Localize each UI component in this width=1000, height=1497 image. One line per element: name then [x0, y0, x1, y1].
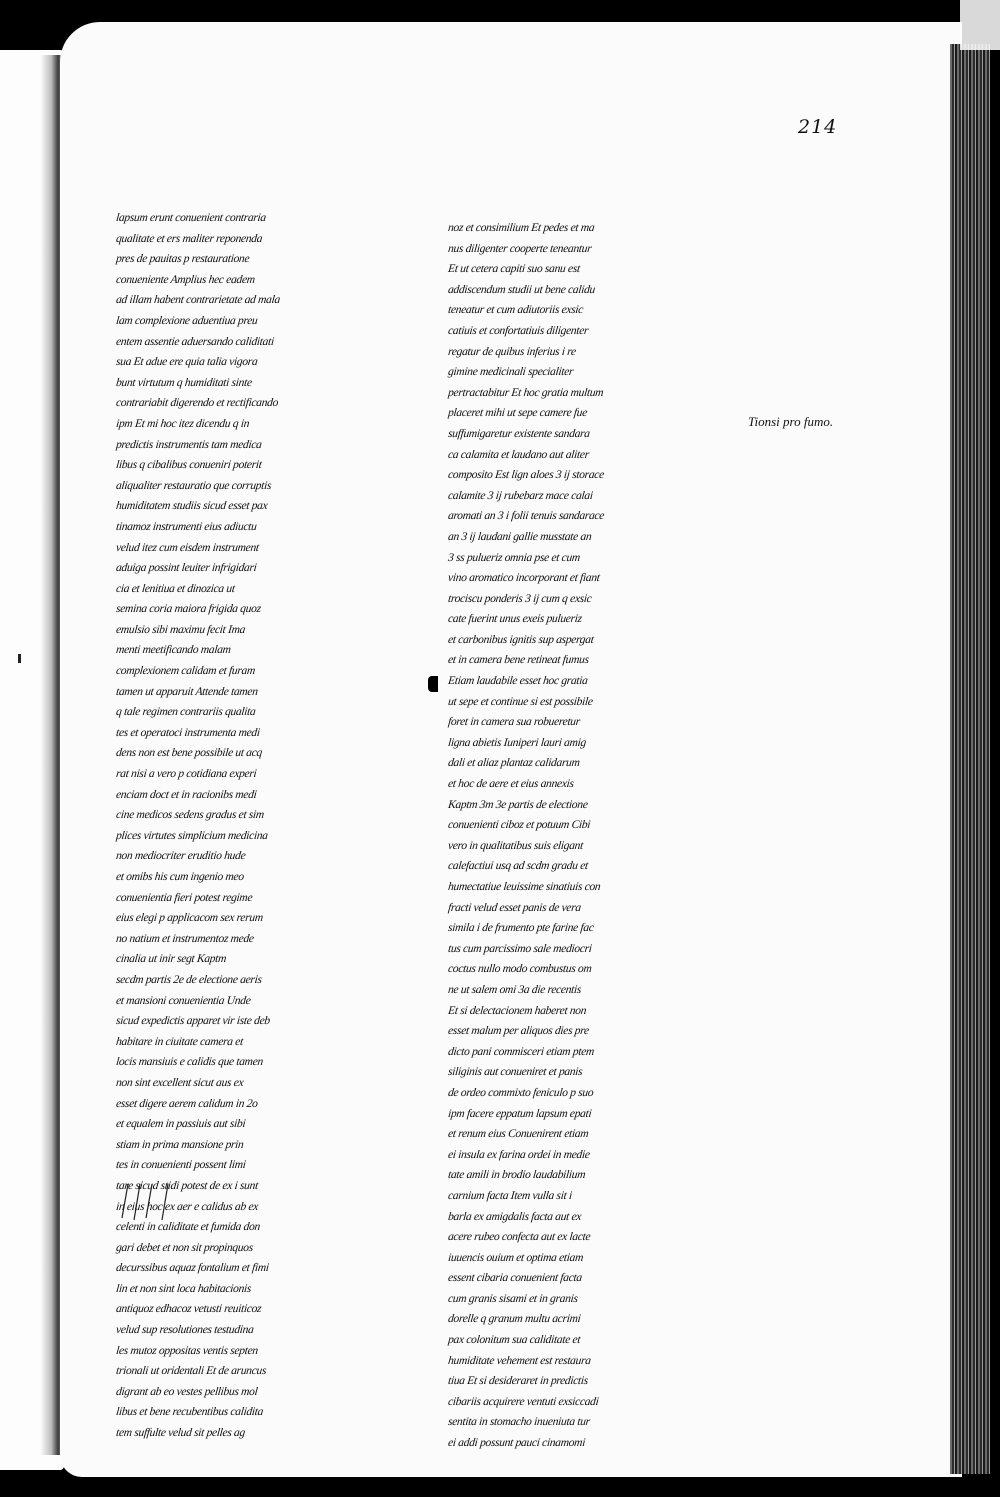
manuscript-line: sua Et adue ere quia talia vigora — [115, 355, 259, 369]
manuscript-line: non mediocriter eruditio hude — [115, 849, 247, 863]
manuscript-line: tes in conuenienti possent limi — [115, 1158, 247, 1172]
manuscript-line: aliqualiter restauratio que corruptis — [115, 478, 272, 492]
manuscript-line: 3 ss pulueriz omnia pse et cum — [447, 550, 581, 564]
manuscript-line: vino aromatico incorporant et fiant — [447, 571, 601, 585]
left-margin-mark — [18, 654, 21, 663]
manuscript-line: de ordeo commixto feniculo p suo — [447, 1085, 594, 1099]
manuscript-line: Kaptm 3m 3e partis de electione — [447, 797, 589, 811]
manuscript-line: tus cum parcissimo sale mediocri — [447, 941, 593, 955]
manuscript-line: an 3 ij laudani gallie musstate an — [447, 529, 593, 543]
manuscript-line: dorelle q granum multu acrimi — [447, 1312, 582, 1326]
manuscript-line: libus et bene recubentibus calidita — [115, 1405, 264, 1419]
manuscript-line: digrant ab eo vestes pellibus mol — [115, 1384, 259, 1398]
manuscript-line: les mutoz oppositas ventis septen — [115, 1343, 259, 1357]
manuscript-line: Et si delectacionem haberet non — [447, 1003, 587, 1017]
manuscript-line: velud sup resolutiones testudina — [115, 1323, 255, 1337]
manuscript-line: et carbonibus ignitis sup aspergat — [447, 632, 595, 646]
manuscript-line: regatur de quibus inferius i re — [447, 344, 577, 358]
manuscript-line: composito Est lign aloes 3 ij storace — [447, 468, 605, 482]
text-column-left — [116, 208, 352, 1444]
manuscript-line: vero in qualitatibus suis eligant — [447, 838, 584, 852]
manuscript-line: calamite 3 ij rubebarz mace calai — [447, 488, 594, 502]
manuscript-line: cum granis sisami et in granis — [447, 1291, 579, 1305]
manuscript-line: coctus nullo modo combustus om — [447, 962, 593, 976]
manuscript-line: humectatiue leuissime sinatiuis con — [447, 880, 602, 893]
manuscript-line: trociscu ponderis 3 ij cum q exsic — [447, 591, 593, 605]
manuscript-line: lapsum erunt conuenient contraria — [115, 211, 267, 224]
manuscript-line: et renum eius Conuenirent etiam — [447, 1127, 590, 1141]
manuscript-line: tem suffulte velud sit pelles ag — [115, 1426, 246, 1440]
manuscript-line: tare sicud stidi potest de ex i sunt — [115, 1178, 259, 1192]
manuscript-line: pres de pauitas p restauratione — [115, 252, 250, 266]
manuscript-line: enciam doct et in racionibs medi — [115, 787, 258, 801]
manuscript-line: plices virtutes simplicium medicina — [115, 828, 269, 842]
manuscript-line: q tale regimen contrariis qualita — [115, 705, 257, 719]
manuscript-line: addiscendum studii ut bene calidu — [447, 282, 596, 296]
manuscript-line: ad illam habent contrarietate ad mala — [115, 293, 281, 307]
manuscript-line: locis mansiuis e calidis que tamen — [115, 1055, 264, 1069]
manuscript-line: tinamoz instrumenti eius adiuctu — [115, 519, 258, 533]
manuscript-line: antiquoz edhacoz vetusti reuiticoz — [115, 1302, 262, 1316]
manuscript-line: iuuencis ouium et optima etiam — [447, 1250, 584, 1264]
manuscript-line: non sint excellent sicut aus ex — [115, 1075, 245, 1089]
manuscript-line: sicud expedictis apparet vir iste deb — [115, 1014, 271, 1028]
manuscript-line: teneatur et cum adiutoriis exsic — [447, 303, 584, 317]
manuscript-line: foret in camera sua robueretur — [447, 715, 581, 729]
manuscript-line: predictis instrumentis tam medica — [115, 437, 263, 451]
manuscript-line: ipm facere eppatum lapsum epati — [447, 1106, 593, 1120]
manuscript-line: lam complexione aduentiua preu — [115, 313, 259, 327]
manuscript-line: tiua Et si desideraret in predictis — [447, 1374, 589, 1388]
manuscript-line: aduiga possint leuiter infrigidari — [115, 561, 258, 575]
manuscript-line: nus diligenter cooperte teneantur — [447, 241, 593, 255]
manuscript-line: siliginis aut conueniret et panis — [447, 1065, 584, 1079]
manuscript-line: calefactiui usq ad scdm gradu et — [447, 859, 589, 873]
manuscript-line: essent cibaria conuenient facta — [447, 1271, 583, 1285]
manuscript-line: bunt virtutum q humiditati sinte — [115, 375, 253, 389]
manuscript-line: in eius hoc ex aer e calidus ab ex — [115, 1199, 259, 1213]
manuscript-line: tamen ut apparuit Attende tamen — [115, 684, 259, 698]
manuscript-line: cibariis acquirere ventuti exsiccadi — [447, 1394, 600, 1408]
manuscript-line: dali et aliaz plantaz calidarum — [447, 756, 581, 770]
manuscript-line: catiuis et confortatiuis diligenter — [447, 323, 589, 337]
manuscript-line: rat nisi a vero p cotidiana experi — [115, 767, 258, 781]
manuscript-line: dens non est bene possibile ut acq — [115, 746, 263, 760]
manuscript-line: et mansioni conuenientia Unde — [115, 993, 252, 1007]
pen-flourish-strokes — [118, 1182, 238, 1222]
manuscript-line: decurssibus aquaz fontalium et fimi — [115, 1261, 270, 1275]
manuscript-line: aromati an 3 i folii tenuis sandarace — [447, 509, 605, 523]
manuscript-line: lin et non sint loca habitacionis — [115, 1281, 252, 1295]
page-block-edge — [950, 44, 990, 1474]
manuscript-line: habitare in ciuitate camera et — [115, 1034, 244, 1048]
manuscript-line: et equalem in passiuis aut sibi — [115, 1117, 247, 1131]
manuscript-line: noz et consimilium Et pedes et ma — [447, 221, 596, 234]
manuscript-line: secdm partis 2e de electione aeris — [115, 972, 263, 986]
manuscript-line: ca calamita et laudano aut aliter — [447, 447, 590, 461]
manuscript-line: conueniente Amplius hec eadem — [115, 272, 256, 286]
manuscript-line: fracti velud esset panis de vera — [447, 900, 582, 914]
manuscript-line: ipm Et mi hoc itez dicendu q in — [115, 416, 250, 430]
manuscript-line: dicto pani commisceri etiam ptem — [447, 1044, 595, 1058]
manuscript-line: humiditatem studiis sicud esset pax — [115, 499, 269, 513]
manuscript-line: cia et lenitiua et dinozica ut — [115, 581, 236, 595]
manuscript-line: cate fuerint unus exeis pulueriz — [447, 612, 583, 626]
manuscript-line: no natium et instrumentoz mede — [115, 931, 255, 945]
manuscript-line: emulsio sibi maximu fecit Ima — [115, 622, 246, 636]
manuscript-line: menti meetificando malam — [115, 643, 232, 657]
manuscript-line: acere rubeo confecta aut ex lacte — [447, 1230, 591, 1244]
manuscript-line: libus q cibalibus conueniri poterit — [115, 458, 263, 472]
manuscript-line: velud itez cum eisdem instrument — [115, 540, 260, 554]
manuscript-line: et hoc de aere et eius annexis — [447, 777, 575, 791]
marginal-annotation: Tionsi pro fumo. — [748, 414, 834, 429]
manuscript-line: semina coria maiora frigida quoz — [115, 602, 262, 616]
manuscript-line: complexionem calidam et furam — [115, 664, 256, 678]
manuscript-line: Etiam laudabile esset hoc gratia — [447, 674, 589, 688]
manuscript-line: eius elegi p applicacom sex rerum — [115, 911, 264, 925]
paragraph-mark-icon — [428, 676, 438, 692]
manuscript-line: entem assentie aduersando caliditati — [115, 334, 275, 348]
manuscript-line: et omibs his cum ingenio meo — [115, 870, 245, 883]
manuscript-line: placeret mihi ut sepe camere fue — [447, 406, 588, 420]
manuscript-line: gimine medicinali specialiter — [447, 365, 574, 379]
manuscript-line: tate amili in brodio laudabilium — [447, 1168, 586, 1182]
manuscript-line: pax colonitum sua caliditate et — [447, 1333, 581, 1347]
manuscript-line: celenti in caliditate et fumida don — [115, 1220, 261, 1234]
manuscript-line: ne ut salem omi 3a die recentis — [447, 982, 582, 996]
manuscript-line: pertractabitur Et hoc gratia multum — [447, 385, 604, 399]
manuscript-line: ligna abietis Iuniperi lauri amig — [447, 735, 587, 749]
folio-number: 214 — [798, 116, 838, 138]
manuscript-line: carnium facta Item vulla sit i — [447, 1188, 573, 1202]
manuscript-line: ei insula ex farina ordei in medie — [447, 1147, 591, 1161]
manuscript-line: tes et operatoci instrumenta medi — [115, 725, 261, 739]
manuscript-line: sentita in stomacho inueniuta tur — [447, 1415, 591, 1429]
manuscript-line: cine medicos sedens gradus et sim — [115, 808, 265, 822]
manuscript-line: stiam in prima mansione prin — [115, 1137, 245, 1151]
text-column-right — [448, 218, 714, 1454]
manuscript-line: ut sepe et continue si est possibile — [447, 694, 594, 708]
manuscript-line: contrariabit digerendo et rectificando — [115, 396, 279, 410]
manuscript-line: et in camera bene retineat fumus — [447, 653, 590, 667]
manuscript-line: barla ex amigdalis facta aut ex — [447, 1209, 582, 1223]
manuscript-line: conuenientia fieri potest regime — [115, 890, 253, 904]
manuscript-line: ei addi possunt pauci cinamomi — [447, 1436, 586, 1450]
manuscript-line: Et ut cetera capiti suo sanu est — [447, 262, 581, 276]
manuscript-line: qualitate et ers maliter reponenda — [115, 231, 263, 245]
manuscript-line: gari debet et non sit propinquos — [115, 1240, 254, 1254]
manuscript-line: conuenienti ciboz et potuum Cibi — [447, 818, 591, 832]
manuscript-line: esset digere aerem calidum in 2o — [115, 1096, 259, 1110]
manuscript-line: cinalia ut inir segt Kaptm — [115, 952, 227, 966]
manuscript-line: esset malum per aliquos dies pre — [447, 1024, 590, 1038]
manuscript-line: humiditate vehement est restaura — [447, 1353, 592, 1367]
manuscript-line: suffumigaretur existente sandara — [447, 426, 591, 440]
manuscript-line: trionali ut oridentali Et de aruncus — [115, 1364, 267, 1378]
manuscript-line: simila i de frumento pte farine fac — [447, 921, 595, 935]
corner-clip — [960, 0, 1000, 50]
